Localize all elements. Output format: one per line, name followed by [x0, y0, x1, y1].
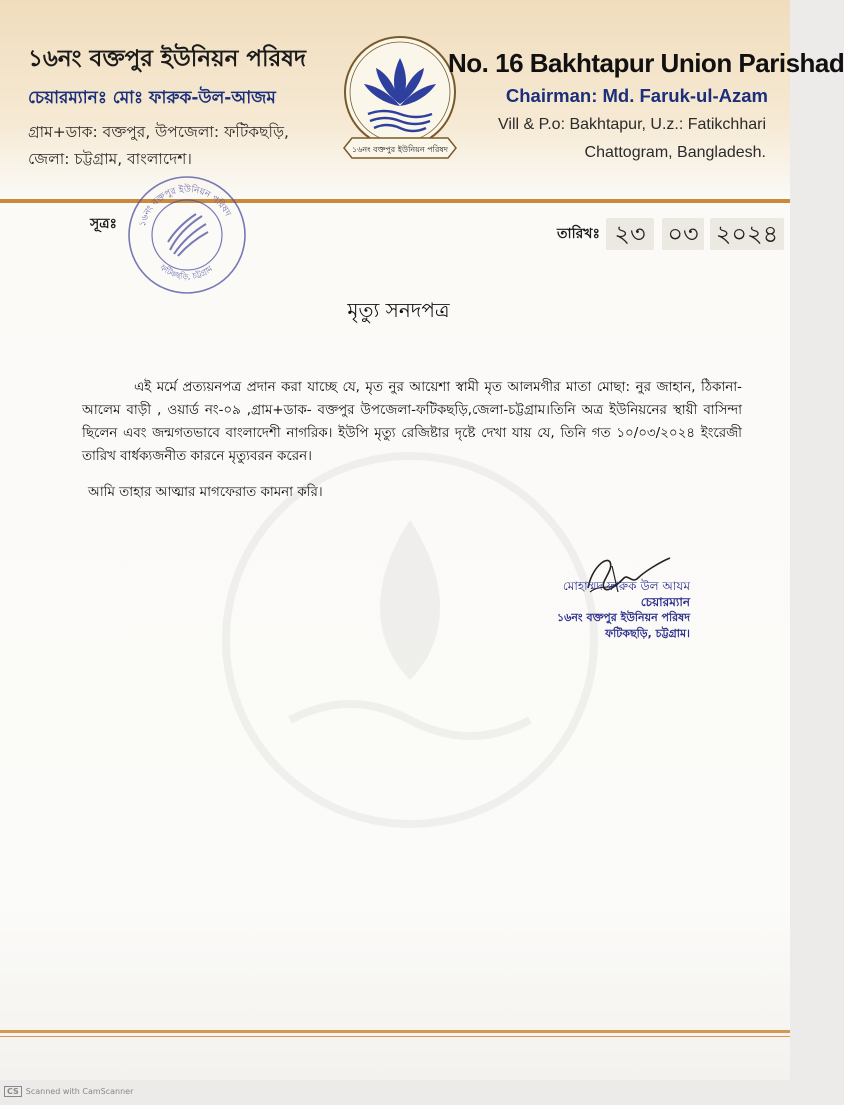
footer-divider — [0, 1030, 790, 1033]
date-month: ০৩ — [662, 218, 704, 250]
english-header — [448, 48, 844, 167]
reference-label: সূত্রঃ — [90, 216, 117, 232]
signature-stamp — [530, 578, 690, 642]
signatory-title: চেয়ারম্যান — [640, 595, 690, 609]
bangla-address-line-2: জেলা: চট্টগ্রাম, বাংলাদেশ। — [28, 150, 192, 168]
scanner-text: Scanned with CamScanner — [25, 1087, 134, 1096]
scanner-watermark — [4, 1086, 133, 1097]
bangla-org-title: ১৬নং বক্তপুর ইউনিয়ন পরিষদ — [28, 46, 307, 72]
english-org-title: No. 16 Bakhtapur Union Parishad — [448, 48, 844, 78]
english-chairman-line: Chairman: Md. Faruk-ul-Azam — [505, 85, 768, 106]
bangla-header — [28, 40, 328, 173]
date-label: তারিখঃ — [557, 226, 600, 242]
english-address-line-2: Chattogram, Bangladesh. — [584, 144, 766, 161]
date-year: ২০২৪ — [710, 218, 784, 250]
camscanner-icon: CS — [4, 1086, 22, 1097]
seal-text: ১৬নং বক্তপুর ইউনিয়ন পরিষদ — [137, 184, 233, 228]
signatory-name: মোহাম্মদ ফারুক উল আযম — [562, 579, 690, 593]
footer-divider-thin — [0, 1036, 790, 1037]
signatory-organization: ১৬নং বক্তপুর ইউনিয়ন পরিষদ — [557, 611, 690, 624]
bangla-address-line-1: গ্রাম+ডাক: বক্তপুর, উপজেলা: ফটিকছড়ি, — [28, 123, 289, 141]
date-day: ২৩ — [606, 218, 654, 250]
bangla-chairman-line: চেয়ারম্যানঃ মোঃ ফারুক-উল-আজম — [28, 88, 276, 108]
seal-bottom-text: ফটিকছড়ি, চট্টগ্রাম — [158, 262, 215, 282]
round-seal-stamp-icon — [122, 170, 252, 300]
header-divider — [0, 199, 790, 203]
certificate-body — [82, 376, 742, 468]
english-address-line-1: Vill & P.o: Bakhtapur, U.z.: Fatikchhari — [498, 116, 766, 133]
closing-line: আমি তাহার আত্মার মাগফেরাত কামনা করি। — [88, 485, 323, 500]
bangla-address — [28, 119, 328, 173]
english-address — [448, 111, 768, 167]
certificate-body-paragraph: এই মর্মে প্রত্যয়নপত্র প্রদান করা যাচ্ছে যে, মৃত নুর আয়েশা স্বামী মৃত আলমগীর মাতা মোছা: নুর জাহান, ঠিকানা- আলেম বাড়ী , ওয়ার্ড নং-০৯ ,গ্রাম+ডাক- বক্তপুর উপজেলা-ফটিকছড়ি,জেলা-চট্টগ্রাম।তিনি অত্র ইউনিয়নের স্থায়ী বাসিন্দা ছিলেন এবং জন্মগতভাবে বাংলাদেশী নাগরিক। ইউপি মৃত্যু রেজিষ্টার দৃষ্টে দেখা যায় যে, তিনি গত ১০/০৩/২০২৪ ইংরেজী তারিখ বার্ধক্যজনীত কারনে মৃত্যুবরন করেন। — [82, 380, 742, 464]
signatory-place: ফটিকছড়ি, চট্টগ্রাম। — [605, 627, 690, 640]
certificate-title: মৃত্যু সনদপত্র — [347, 298, 450, 322]
logo-caption: ১৬নং বক্তপুর ইউনিয়ন পরিষদ — [352, 145, 448, 154]
